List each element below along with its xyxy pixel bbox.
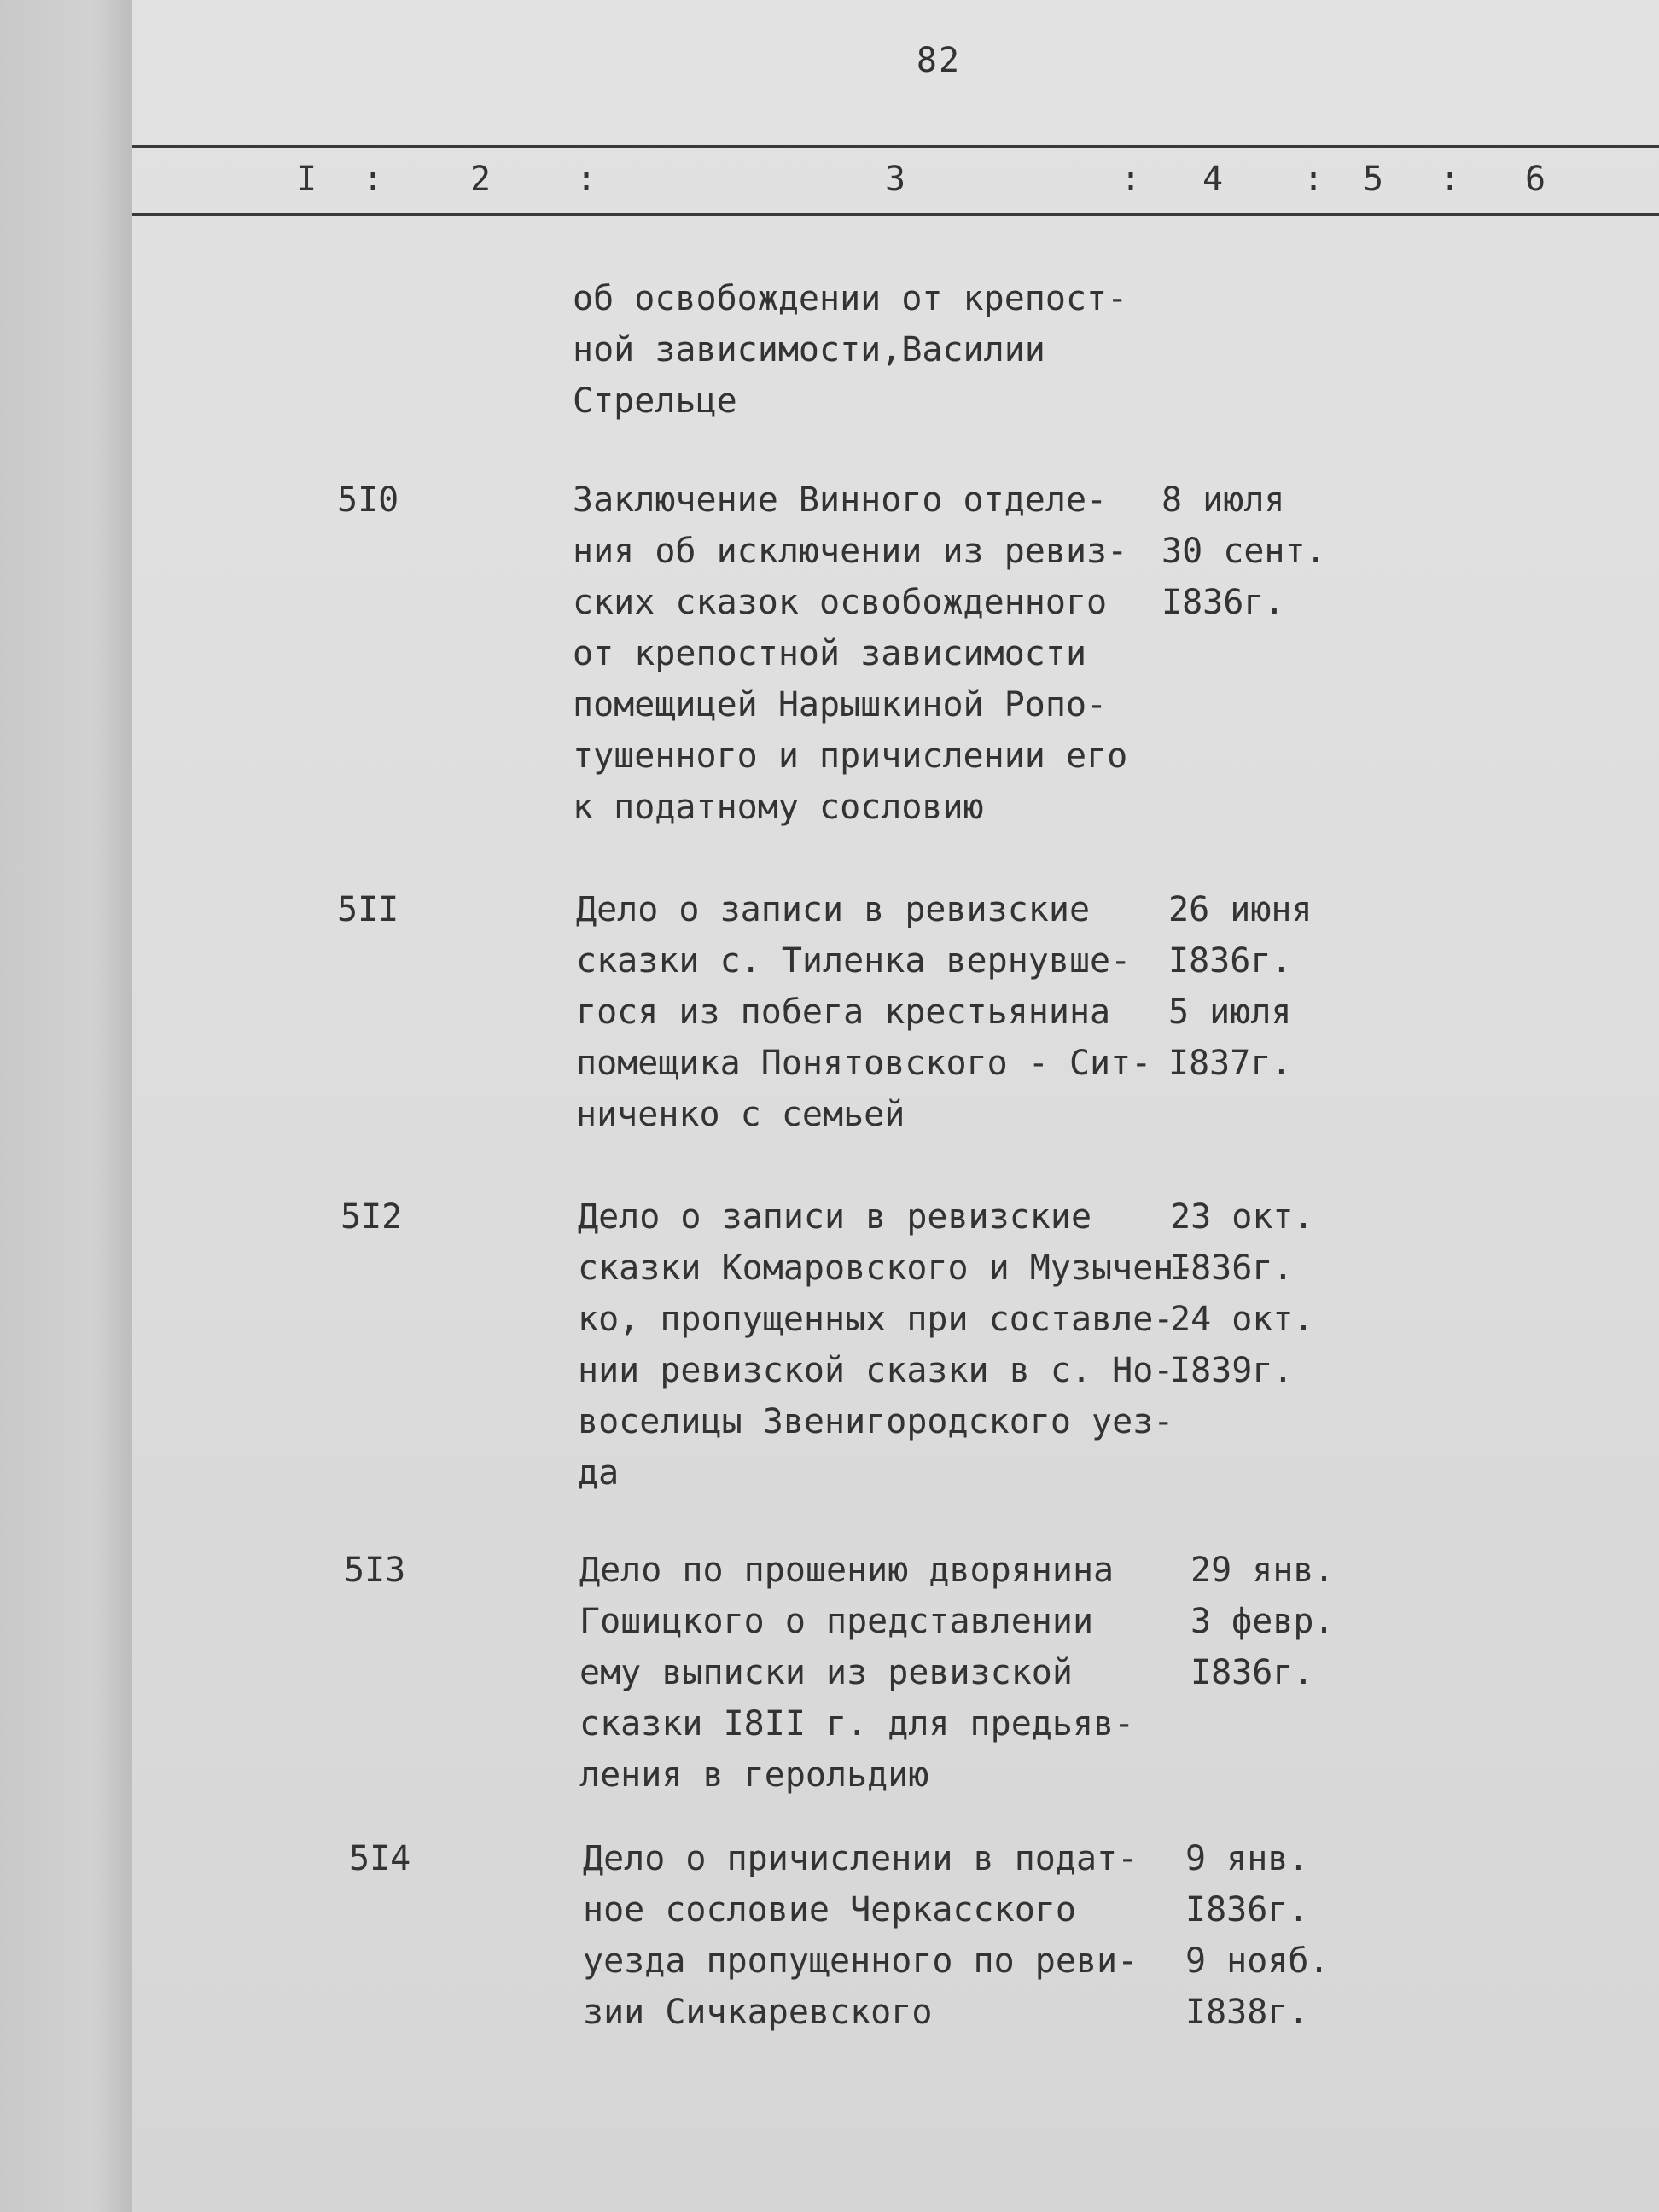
description-line: Заключение Винного отделе- xyxy=(573,480,1108,520)
description-line: сказки с. Тиленка вернувше- xyxy=(576,941,1132,981)
header-rule-top xyxy=(132,145,1659,148)
date-line: 29 янв. xyxy=(1190,1551,1335,1590)
column-header-5: 5 xyxy=(1363,160,1384,199)
column-separator: : xyxy=(1303,160,1324,199)
entry-description xyxy=(573,474,1127,833)
date-line: I836г. xyxy=(1168,941,1292,981)
column-header-4: 4 xyxy=(1202,160,1224,199)
date-line: I838г. xyxy=(1185,1993,1309,2032)
date-line: 5 июля xyxy=(1168,992,1292,1032)
description-line: сказки Комаровского и Музычен- xyxy=(578,1249,1195,1288)
description-line: воселицы Звенигородского уез- xyxy=(578,1402,1174,1441)
description-line: уезда пропущенного по реви- xyxy=(583,1941,1138,1981)
date-line: 26 июня xyxy=(1168,890,1313,929)
column-header-6: 6 xyxy=(1525,160,1546,199)
description-line: ния об исключении из ревиз- xyxy=(573,532,1128,571)
description-line: от крепостной зависимости xyxy=(573,634,1087,673)
description-line: да xyxy=(578,1453,620,1493)
description-line: Гошицкого о представлении xyxy=(579,1602,1094,1641)
entry-number: 5II xyxy=(337,890,399,929)
date-line: 24 окт. xyxy=(1170,1300,1314,1339)
description-line: Дело о записи в ревизские xyxy=(578,1197,1092,1237)
date-line: 23 окт. xyxy=(1170,1197,1314,1237)
description-line: ских сказок освобожденного xyxy=(573,583,1108,622)
column-separator: : xyxy=(1440,160,1461,199)
description-line: Стрельце xyxy=(573,381,737,421)
date-line: 3 февр. xyxy=(1190,1602,1335,1641)
date-line: I839г. xyxy=(1170,1351,1294,1390)
date-line: I836г. xyxy=(1161,583,1285,622)
description-line: Дело о причислении в подат- xyxy=(583,1839,1138,1878)
description-line: нии ревизской сказки в с. Но- xyxy=(578,1351,1174,1390)
date-line: 8 июля xyxy=(1161,480,1285,520)
description-line: ниченко с семьей xyxy=(576,1095,905,1134)
entry-description xyxy=(576,884,1151,1140)
description-line: гося из побега крестьянина xyxy=(576,992,1111,1032)
description-line: тушенного и причислении его xyxy=(573,736,1128,776)
description-line: об освобождении от крепост- xyxy=(573,279,1128,318)
entry-description xyxy=(578,1191,1194,1499)
binding-shadow xyxy=(0,0,132,2212)
entry-number: 5I4 xyxy=(349,1839,411,1878)
date-line: I837г. xyxy=(1168,1044,1292,1083)
entry-dates xyxy=(1161,474,1326,628)
entry-description xyxy=(579,1545,1134,1801)
entry-number: 5I2 xyxy=(341,1197,403,1237)
description-line: помещицей Нарышкиной Ропо- xyxy=(573,685,1108,725)
entry-number: 5I0 xyxy=(337,480,399,520)
date-line: 9 янв. xyxy=(1185,1839,1309,1878)
description-line: Дело о записи в ревизские xyxy=(576,890,1091,929)
entry-dates xyxy=(1170,1191,1314,1396)
column-header-2: 2 xyxy=(470,160,492,199)
column-separator: : xyxy=(576,160,597,199)
column-header-1: I xyxy=(296,160,317,199)
entry-number: 5I3 xyxy=(344,1551,406,1590)
description-line: Дело по прошению дворянина xyxy=(579,1551,1115,1590)
entry-description xyxy=(583,1833,1138,2038)
description-line: помещика Понятовского - Сит- xyxy=(576,1044,1152,1083)
description-line: к податному сословию xyxy=(573,788,984,827)
entry-dates xyxy=(1185,1833,1330,2038)
description-line: ления в герольдию xyxy=(579,1755,929,1795)
date-line: I836г. xyxy=(1185,1890,1309,1930)
description-line: ное сословие Черкасского xyxy=(583,1890,1076,1930)
description-line: ной зависимости,Василии xyxy=(573,330,1045,370)
description-line: ему выписки из ревизской xyxy=(579,1653,1073,1692)
date-line: 30 сент. xyxy=(1161,532,1326,571)
entry-dates xyxy=(1168,884,1313,1089)
header-rule-bottom xyxy=(132,213,1659,216)
document-page xyxy=(132,0,1659,2212)
description-line: сказки I8II г. для предьяв- xyxy=(579,1704,1135,1743)
entry-description xyxy=(573,273,1127,427)
column-separator: : xyxy=(1121,160,1142,199)
description-line: зии Сичкаревского xyxy=(583,1993,933,2032)
date-line: 9 нояб. xyxy=(1185,1941,1330,1981)
column-header-3: 3 xyxy=(885,160,906,199)
date-line: I836г. xyxy=(1170,1249,1294,1288)
column-separator: : xyxy=(363,160,384,199)
entry-dates xyxy=(1190,1545,1335,1698)
date-line: I836г. xyxy=(1190,1653,1314,1692)
page-number: 82 xyxy=(916,41,962,80)
description-line: ко, пропущенных при составле- xyxy=(578,1300,1174,1339)
